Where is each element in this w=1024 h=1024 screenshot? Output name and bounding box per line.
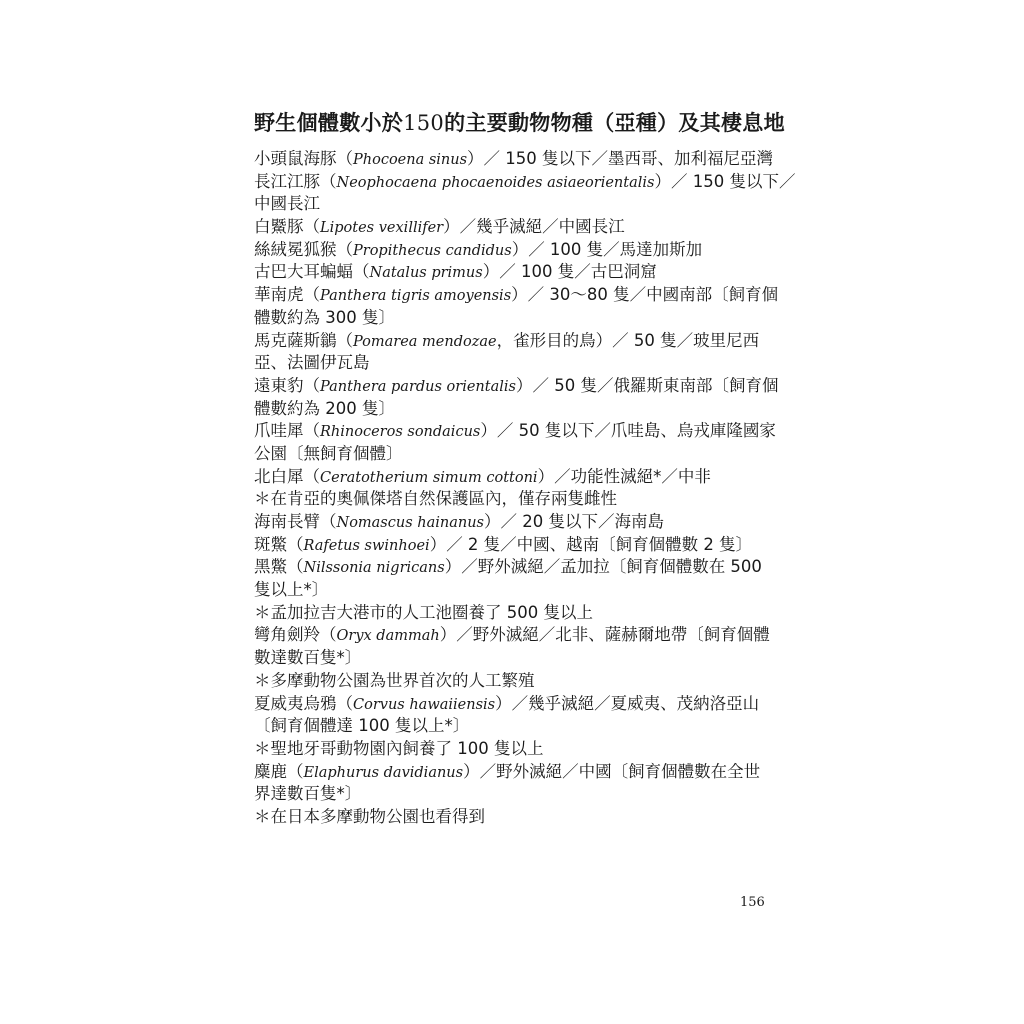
- line-text: 長江江豚（: [254, 171, 337, 191]
- species-list: [254, 148, 796, 829]
- text-line: [254, 693, 784, 716]
- line-text: 古巴大耳蝙蝠（: [254, 262, 370, 282]
- text-line: [254, 624, 784, 647]
- title-suffix: 的主要動物物種（亞種）及其棲息地: [444, 111, 785, 135]
- line-text-rest: ）／ 100 隻／古巴洞窟: [482, 262, 657, 282]
- scientific-name: Elaphurus davidianus: [303, 764, 464, 781]
- line-text: 體數約為 300 隻〕: [254, 307, 395, 327]
- text-line: [254, 670, 784, 693]
- text-line: [254, 261, 784, 284]
- line-text: 公園〔無飼育個體〕: [254, 443, 403, 463]
- text-line: [254, 239, 784, 262]
- scientific-name: Phocoena sinus: [353, 152, 468, 168]
- line-text-rest: ）／功能性滅絕*／中非: [537, 466, 711, 486]
- scientific-name: Ceratotherium simum cottoni: [320, 469, 538, 486]
- line-text-rest: ）／幾乎滅絕／中國長江: [443, 217, 625, 237]
- text-line: [254, 647, 784, 670]
- scientific-name: Natalus primus: [369, 265, 483, 282]
- scientific-name: Corvus hawaiiensis: [353, 696, 496, 713]
- text-line: [254, 715, 784, 738]
- line-text: 海南長臂（: [254, 512, 337, 531]
- scientific-name: Nomascus hainanus: [336, 515, 484, 531]
- scientific-name: Propithecus candidus: [353, 242, 512, 259]
- line-text: 數達數百隻*〕: [254, 648, 362, 668]
- title-prefix: 野生個體數小於: [254, 111, 404, 135]
- line-text: 麋鹿（: [254, 761, 304, 781]
- line-text-rest: ）／ 150 隻以下／墨西哥、加利福尼亞灣: [467, 149, 774, 168]
- scientific-name: Rafetus swinhoei: [303, 537, 430, 554]
- text-line: [254, 375, 784, 398]
- line-text: 界達數百隻*〕: [254, 784, 362, 804]
- text-line: [254, 443, 784, 466]
- line-text: 爪哇犀（: [254, 421, 320, 441]
- scientific-name: Panthera tigris amoyensis: [320, 288, 512, 305]
- line-text-rest: ）／ 2 隻／中國、越南〔飼育個體數 2 隻〕: [429, 534, 753, 554]
- text-line: [254, 330, 784, 353]
- text-line: [254, 783, 784, 806]
- line-text-rest: ）／ 50 隻以下／爪哇島、烏戎庫隆國家: [480, 421, 776, 441]
- page-number: 156: [740, 895, 765, 910]
- scientific-name: Oryx dammah: [336, 628, 440, 645]
- line-text: 斑鱉（: [254, 534, 304, 554]
- line-text: ＊聖地牙哥動物園內飼養了 100 隻以上: [254, 738, 544, 758]
- line-text: ＊孟加拉吉大港市的人工池圈養了 500 隻以上: [254, 602, 593, 622]
- scientific-name: Pomarea mendozae: [353, 333, 497, 350]
- line-text-rest: ）／ 100 隻／馬達加斯加: [511, 239, 703, 259]
- scientific-name: Rhinoceros sondaicus: [320, 424, 481, 441]
- text-line: [254, 511, 784, 534]
- line-text-rest: ）／ 20 隻以下／海南島: [484, 512, 664, 531]
- text-line: [254, 556, 784, 579]
- text-line: [254, 761, 784, 784]
- line-text: 〔飼育個體達 100 隻以上*〕: [254, 716, 470, 736]
- text-line: [254, 148, 784, 171]
- text-line: [254, 193, 784, 216]
- line-text: 遠東豹（: [254, 375, 320, 395]
- line-text: ＊在日本多摩動物公園也看得到: [254, 806, 485, 826]
- text-line: [254, 534, 784, 557]
- text-line: [254, 738, 784, 761]
- line-text-rest: ）／幾乎滅絕／夏威夷、茂納洛亞山: [495, 693, 760, 713]
- line-text: 絲絨冕狐猴（: [254, 239, 353, 259]
- line-text: 中國長江: [254, 194, 320, 214]
- line-text-rest: ）／ 50 隻／俄羅斯東南部〔飼育個: [515, 375, 779, 395]
- title-number: 150: [403, 111, 445, 135]
- scientific-name: Neophocaena phocaenoides asiaeorientalis: [336, 174, 655, 191]
- text-line: [254, 284, 784, 307]
- line-text: 體數約為 200 隻〕: [254, 398, 395, 418]
- text-line: [254, 806, 784, 829]
- line-text: 小頭鼠海豚（: [254, 149, 353, 168]
- text-line: [254, 398, 784, 421]
- text-line: [254, 171, 796, 194]
- line-text: 馬克薩斯鶲（: [254, 330, 353, 350]
- text-line: [254, 488, 784, 511]
- text-line: [254, 352, 784, 375]
- line-text: 隻以上*〕: [254, 580, 329, 600]
- line-text: 彎角劍羚（: [254, 625, 337, 645]
- line-text-rest: ）／ 150 隻以下／: [654, 171, 796, 191]
- line-text: 白鱀豚（: [254, 217, 320, 237]
- scientific-name: Lipotes vexillifer: [320, 220, 444, 237]
- text-line: [254, 466, 784, 489]
- text-line: [254, 216, 784, 239]
- text-line: [254, 602, 784, 625]
- text-line: [254, 579, 784, 602]
- scientific-name: Nilssonia nigricans: [303, 560, 445, 577]
- line-text: 黑鱉（: [254, 557, 304, 577]
- line-text: ＊在肯亞的奧佩傑塔自然保護區內，僅存兩隻雌性: [254, 489, 617, 509]
- line-text-rest: ，雀形目的鳥）／ 50 隻／玻里尼西: [496, 330, 760, 350]
- line-text-rest: ）／野外滅絕／孟加拉〔飼育個體數在 500: [444, 557, 762, 577]
- line-text: 華南虎（: [254, 285, 320, 305]
- line-text-rest: ）／野外滅絕／北非、薩赫爾地帶〔飼育個體: [439, 625, 770, 645]
- line-text-rest: ）／ 30～80 隻／中國南部〔飼育個: [511, 285, 779, 305]
- line-text: ＊多摩動物公園為世界首次的人工繁殖: [254, 670, 535, 690]
- text-line: [254, 420, 784, 443]
- line-text: 夏威夷烏鴉（: [254, 693, 353, 713]
- scientific-name: Panthera pardus orientalis: [320, 378, 516, 395]
- line-text-rest: ）／野外滅絕／中國〔飼育個體數在全世: [463, 761, 761, 781]
- page-title: [254, 108, 794, 138]
- text-line: [254, 307, 784, 330]
- line-text: 亞、法圖伊瓦島: [254, 353, 370, 373]
- line-text: 北白犀（: [254, 466, 320, 486]
